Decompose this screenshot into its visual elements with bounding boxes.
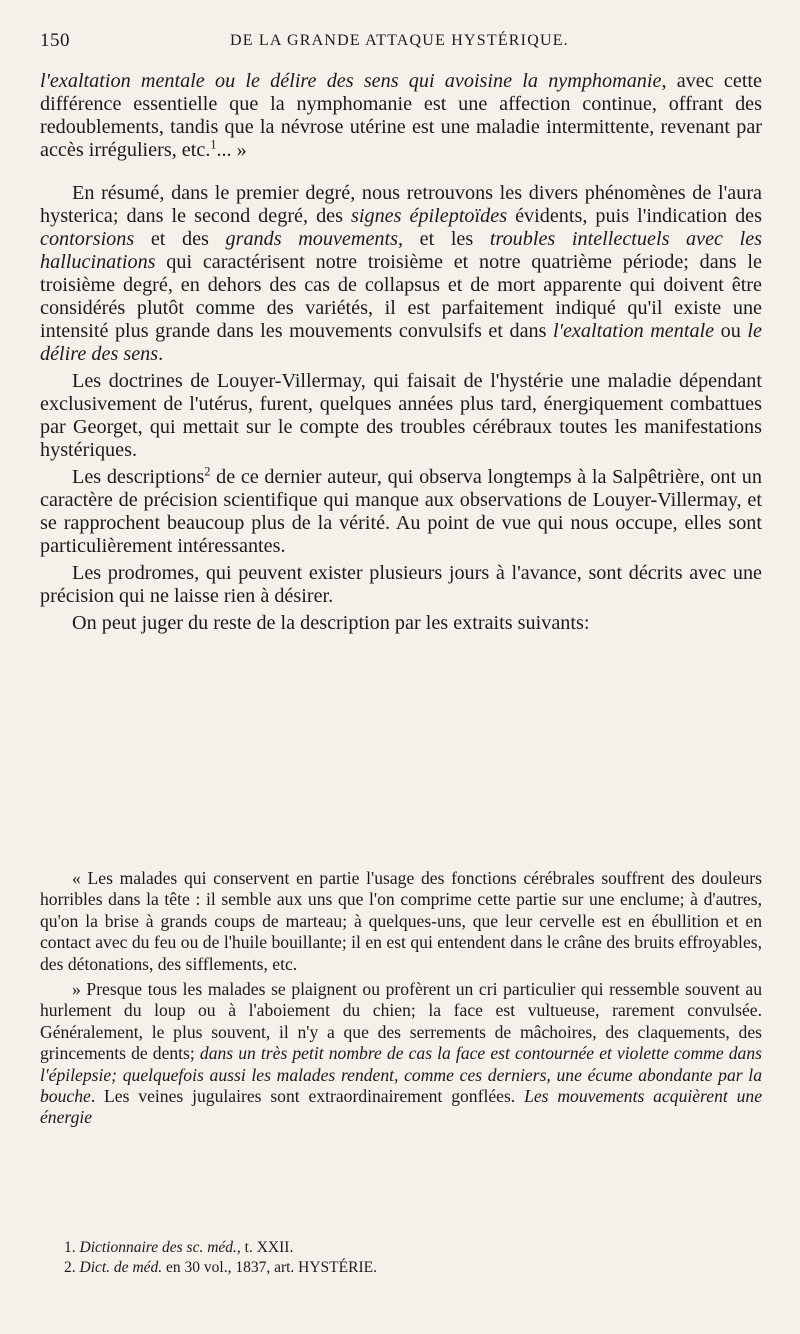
text-run: évidents, puis l'indication des bbox=[507, 205, 762, 227]
running-head: DE LA GRANDE ATTAQUE HYSTÉRIQUE. bbox=[230, 32, 569, 49]
italic-text: dans un très petit nombre de cas la face est contournée et violette comme dans l'épilepsie; quelquefois aussi les malades rendent, comme ces derniers, une écume abondante par la bouche bbox=[40, 1043, 762, 1107]
text-run: qui caractérisent notre troisième et notre quatrième période; dans le troisième degré, en dehors des cas de collapsus et de mort apparente qui doivent être considérés plutôt comme des variétés, il est parfaitement indiqué qu'il existe une intensité plus grande dans les mouvements convulsifs et dans bbox=[40, 251, 762, 342]
quote-paragraph: « Les malades qui conservent en partie l'usage des fonctions cérébrales souffrent des douleurs horribles dans la tête : il semble aux uns que l'on comprime cette partie sur une enclume; à d'autres, qu'on la brise à grands coups de marteau; à quelques-uns, que leur cervelle est en ébullition et en contact avec du feu ou de l'huile bouillante; il en est qui entendent dans le crâne des bruits effroyables, des détonations, des sifflements, etc. bbox=[40, 868, 762, 974]
text-run: ... » bbox=[216, 139, 247, 161]
italic-text: le délire des sens bbox=[40, 320, 762, 365]
footnote-2 bbox=[40, 1258, 760, 1278]
text-run: . bbox=[158, 343, 164, 365]
italic-text: Dictionnaire des sc. méd. bbox=[79, 1239, 237, 1256]
italic-text: grands mouvements bbox=[225, 228, 398, 250]
text-run: » Presque tous les malades se plaignent ou profèrent un cri particulier qui ressemble souvent au hurlement du loup ou à l'aboiement du chien; la face est vultueuse, rarement convulsée. Généralement, le plus souvent, il n'y a que des serrements de mâchoires, des claquements, des grincements de dents; bbox=[40, 979, 762, 1064]
italic-text: l'exaltation mentale bbox=[553, 320, 715, 342]
paragraph-summary bbox=[40, 182, 762, 366]
italic-text: Dict. de méd. bbox=[79, 1259, 163, 1276]
footnote-number: 1. bbox=[64, 1239, 80, 1256]
paragraph-extracts: On peut juger du reste de la description par les extraits suivants: bbox=[72, 612, 590, 634]
italic-text: troubles intellectuels avec les hallucinations bbox=[40, 228, 763, 273]
footnotes bbox=[40, 1238, 760, 1278]
text-run: , avec cette différence essentielle que la nymphomanie est une affection continue, offrant des redoublements, tandis que la névrose utérine est une maladie intermittente, revenant par accès irréguliers, etc. bbox=[40, 70, 762, 161]
footnote-ref: 2 bbox=[204, 464, 211, 479]
page-number: 150 bbox=[40, 30, 70, 51]
quotation-block bbox=[40, 868, 762, 1133]
footnote-number: 2. bbox=[64, 1259, 80, 1276]
italic-text: contorsions bbox=[40, 228, 135, 250]
text-run: Les descriptions bbox=[72, 466, 205, 488]
footnote-ref: 1 bbox=[210, 137, 217, 152]
paragraph-prodromes: Les prodromes, qui peuvent exister plusieurs jours à l'avance, sont décrits avec une précision qui ne laisse rien à désirer. bbox=[40, 562, 762, 607]
page-header bbox=[40, 30, 760, 56]
paragraph-continuation bbox=[40, 70, 762, 162]
text-run: , t. XXII. bbox=[236, 1239, 294, 1256]
text-run: de ce dernier auteur, qui observa longtemps à la Salpêtrière, ont un caractère de précision scientifique qui manque aux observations de Louyer-Villermay, et se rapprochent beaucoup plus de la vérité. Au point de vue qui nous occupe, elles sont particulièrement intéressantes. bbox=[40, 466, 762, 557]
quote-paragraph bbox=[40, 979, 762, 1129]
paragraph-doctrines: Les doctrines de Louyer-Villermay, qui faisait de l'hystérie une maladie dépendant exclusivement de l'utérus, furent, quelques années plus tard, énergiquement combattues par Georget, qui mettait sur le compte des troubles cérébraux toutes les manifestations hystériques. bbox=[40, 370, 762, 461]
footnote-1 bbox=[40, 1238, 760, 1258]
italic-text: Les mouvements acquièrent une énergie bbox=[40, 1086, 762, 1128]
text-run: En résumé, dans le premier degré, nous retrouvons les divers phénomènes de l'aura hysterica; dans le second degré, des bbox=[40, 182, 762, 227]
paragraph-descriptions bbox=[40, 466, 762, 558]
text-run: ou bbox=[714, 320, 748, 342]
text-run: en 30 vol., 1837, art. HYSTÉRIE. bbox=[162, 1259, 377, 1276]
text-run: et des bbox=[134, 228, 226, 250]
text-run: . Les veines jugulaires sont extraordinairement gonflées. bbox=[90, 1086, 525, 1107]
italic-text: l'exaltation mentale ou le délire des sens qui avoisine la nymphomanie bbox=[40, 70, 662, 92]
text-run: , et les bbox=[398, 228, 490, 250]
main-text bbox=[40, 70, 762, 635]
italic-text: signes épileptoïdes bbox=[351, 205, 508, 227]
